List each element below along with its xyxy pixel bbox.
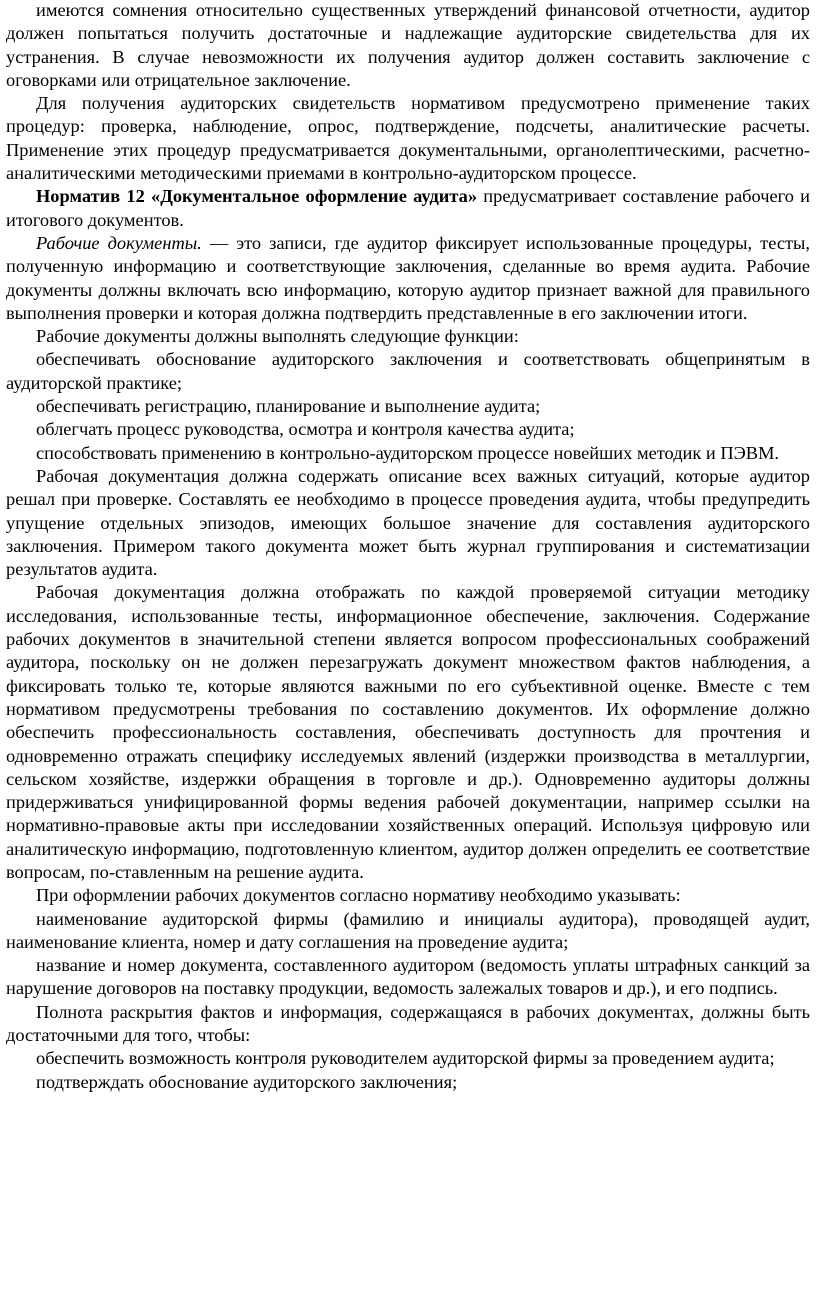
paragraph-completeness: Полнота раскрытия фактов и информация, содержащаяся в рабочих документах, должны быть достаточными для того, чтобы: (6, 1001, 810, 1046)
paragraph-procedures: Для получения аудиторских свидетельств нормативом предусмотрено применение таких процедур: проверка, наблюдение, опрос, подтверждение, подсчеты, аналитические расчеты. Применение этих процедур предусматривается документальными, органолептическими, расчетно-аналитическими методическими приемами в контрольно-аудиторском процессе. (6, 93, 810, 184)
list-item-function: способствовать применению в контрольно-аудиторском процессе новейших методик и ПЭВМ. (36, 442, 780, 463)
paragraph-work-docs-content: Рабочая документация должна содержать описание всех важных ситуаций, которые аудитор решал при проверке. Составлять ее необходимо в процессе проведения аудита, чтобы предупредить упущение отдельных эпизодов, имеющих большое значение для составления аудиторского заключения. Примером такого документа может быть журнал группирования и систематизации результатов аудита. (6, 465, 810, 580)
norm12-text: предусматривает составление рабочего и итогового документов. (6, 186, 810, 230)
list-item-function: облегчать процесс руководства, осмотра и контроля качества аудита; (36, 419, 575, 440)
document-page (6, 0, 810, 1094)
list-item-function: обеспечивать регистрацию, планирование и выполнение аудита; (36, 396, 541, 417)
paragraph-work-docs-method: Рабочая документация должна отображать по каждой проверяемой ситуации методику исследования, использованные тесты, информационное обеспечение, заключения. Содержание рабочих документов в значительной степени является вопросом профессиональных соображений аудитора, поскольку он не должен перезагружать документ множеством фактов наблюдения, а фиксировать только те, которые являются важными по его субъективной оценке. Вместе с тем нормативом предусмотрены требования по составлению документов. Их оформление должно обеспечить профессиональность составления, обеспечивать доступность для прочтения и одновременно отражать специфику исследуемых явлений (издержки производства в металлургии, сельском хозяйстве, издержки обращения в торговле и др.). Одновременно аудиторы должны придерживаться унифицированной формы ведения рабочей документации, например ссылки на нормативно-правовые акты при исследовании хозяйственных операций. Используя цифровую или аналитическую информацию, подготовленную клиентом, аудитор должен определить ее соответствие вопросам, по-ставленным на решение аудита. (6, 582, 810, 882)
list-item-completeness: подтверждать обоснование аудиторского заключения; (36, 1071, 458, 1092)
paragraph-required-fields-intro: При оформлении рабочих документов согласно нормативу необходимо указывать: (36, 885, 681, 906)
paragraph-continued: имеются сомнения относительно существенных утверждений финансовой отчетности, аудитор должен попытаться получить достаточные и надлежащие аудиторские свидетельства для их устранения. В случае невозможности их получения аудитор должен составить заключение с оговорками или отрицательное заключение. (6, 0, 810, 90)
paragraph-norm12 (6, 185, 810, 232)
work-docs-text: — это записи, где аудитор фиксирует использованные процедуры, тесты, полученную информацию и соответствующие заключения, сделанные во время аудита. Рабочие документы должны включать всю информацию, которую аудитор признает важной для правильного выполнения проверки и которая должна подтвердить представленные в его заключении итоги. (6, 232, 810, 323)
work-docs-term: Рабочие документы. (36, 232, 202, 253)
list-item-function: обеспечивать обоснование аудиторского заключения и соответствовать общепринятым в аудиторской практике; (6, 349, 810, 393)
list-item-completeness: обеспечить возможность контроля руководителем аудиторской фирмы за проведением аудита; (36, 1048, 775, 1069)
list-item-required-field: название и номер документа, составленного аудитором (ведомость уплаты штрафных санкций за нарушение договоров на поставку продукции, ведомость залежалых товаров и др.), и его подпись. (6, 955, 810, 999)
paragraph-functions-intro: Рабочие документы должны выполнять следующие функции: (36, 326, 519, 347)
paragraph-work-docs (6, 232, 810, 325)
norm12-title: Норматив 12 «Документальное оформление аудита» (36, 186, 478, 207)
list-item-required-field: наименование аудиторской фирмы (фамилию и инициалы аудитора), проводящей аудит, наименование клиента, номер и дату соглашения на проведение аудита; (6, 908, 810, 952)
